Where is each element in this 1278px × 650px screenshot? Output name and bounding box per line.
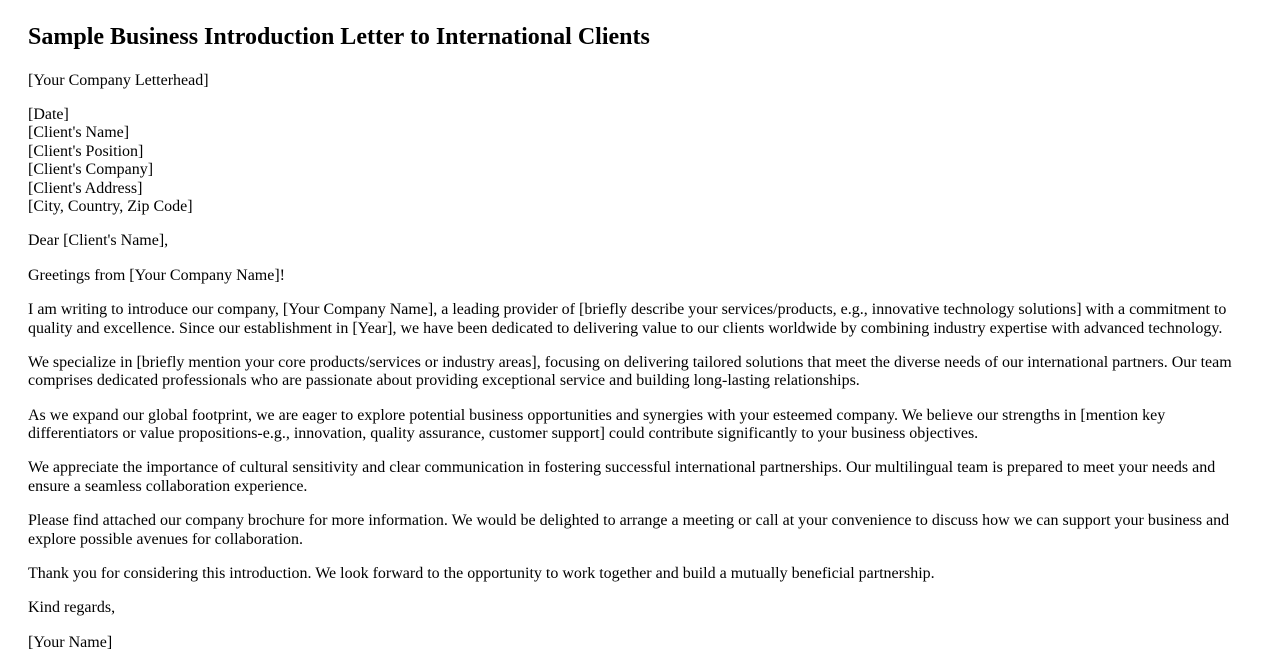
body-paragraph-brochure: Please find attached our company brochure for more information. We would be delighted to arrange a meeting or call at your convenience to discuss how we can support your business and explore possible avenues for collaboration.: [28, 512, 1230, 548]
recipient-address-block: [28, 106, 1250, 216]
address-line-client-address: [Client's Address]: [28, 179, 143, 197]
body-paragraph-opportunities: As we expand our global footprint, we are eager to explore potential business opportunities and synergies with your esteemed company. We believe our strengths in [mention key differentiators or value propositions-e.g., innovation, quality assurance, customer support] could contribute significantly to your business objectives.: [28, 406, 1166, 443]
letter-title: Sample Business Introduction Letter to International Clients: [28, 24, 650, 50]
salutation: Dear [Client's Name],: [28, 232, 169, 250]
body-paragraph-specialization: We specialize in [briefly mention your core products/services or industry areas], focusing on delivering tailored solutions that meet the diverse needs of our international partners. Our team comprises dedicated professionals who are passionate about providing exceptional service and building long-lasting relationships.: [28, 353, 1232, 390]
address-line-client-name: [Client's Name]: [28, 124, 130, 142]
address-line-city-country-zip: [City, Country, Zip Code]: [28, 197, 193, 215]
body-paragraph-introduction: I am writing to introduce our company, [Your Company Name], a leading provider of [briefly describe your services/products, e.g., innovative technology solutions] with a commitment to quality and excellence. Since our establishment in [Year], we have been dedicated to delivering value to our clients worldwide by combining industry expertise with advanced technology.: [28, 301, 1227, 337]
closing: Kind regards,: [28, 599, 116, 617]
address-line-client-position: [Client's Position]: [28, 142, 144, 160]
greeting-line: Greetings from [Your Company Name]!: [28, 266, 285, 284]
address-line-client-company: [Client's Company]: [28, 161, 154, 179]
address-line-date: [Date]: [28, 105, 69, 123]
letterhead-placeholder: [Your Company Letterhead]: [28, 71, 209, 89]
body-paragraph-thanks: Thank you for considering this introduction. We look forward to the opportunity to work together and build a mutually beneficial partnership.: [28, 565, 935, 583]
body-paragraph-cultural-sensitivity: We appreciate the importance of cultural sensitivity and clear communication in fostering successful international partnerships. Our multilingual team is prepared to meet your needs and ensure a seamless collaboration experience.: [28, 459, 1216, 495]
signature-placeholder: [Your Name]: [28, 633, 113, 650]
